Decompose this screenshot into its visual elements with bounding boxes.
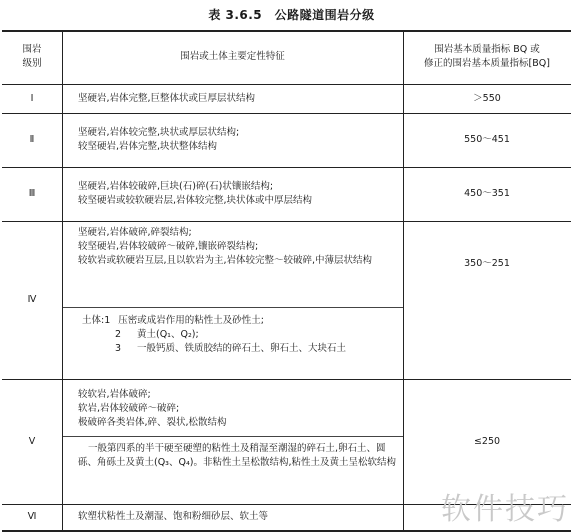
feature-line: 坚硬岩,岩体完整,巨整体状或巨厚层状结构 [78,92,256,104]
soil-item [82,314,396,328]
features-cell [78,226,396,306]
feature-line: 坚硬岩,岩体破碎,碎裂结构; [78,227,192,238]
feature-line: 较坚硬岩,岩体完整,块状整体结构 [78,141,218,152]
soil-item [82,342,396,356]
features-cell [78,167,396,221]
watermark-text: 软件技巧 [441,492,569,527]
row-divider [62,436,403,437]
index-cell: 450～351 [464,188,510,200]
soil-item [82,328,396,342]
rock-classification-table [2,30,571,532]
feature-line: 坚硬岩,岩体较完整,块状或厚层状结构; [78,127,240,139]
row-divider [62,307,403,308]
header-index: 围岩基本质量指标 BQ 或 修正的围岩基本质量指标[BQ] [424,44,550,69]
feature-line: 较软岩或软硬岩互层,且以软岩为主,岩体较完整～较破碎,中薄层状结构 [78,254,373,266]
grade-cell: Ⅰ [30,92,34,104]
grade-cell: Ⅵ [27,511,37,523]
soil-features-cell [82,314,396,376]
features-cell [78,382,396,436]
soil-item-text: 黄土(Q₁、Q₂); [137,328,199,340]
grade-cell: Ⅱ [29,134,35,146]
feature-line: 软岩,岩体较破碎～破碎; [78,403,180,415]
feature-line: 软塑状粘性土及潮湿、饱和粉细砂层、软土等 [78,511,269,523]
index-cell: ＞550 [473,92,501,104]
feature-line: 较软岩,岩体破碎; [78,389,151,401]
grade-cell: Ⅲ [28,188,36,200]
index-cell: 350～251 [464,258,510,270]
feature-line: 较坚硬岩或较软硬岩层,岩体较完整,块状体或中厚层结构 [78,195,313,206]
soil-item-text: 压密或成岩作用的粘性土及砂性土; [118,315,264,326]
table-title: 表 3.6.5 公路隧道围岩分级 [208,8,375,22]
soil-item-text: 一般钙质、铁质胶结的碎石土、卵石土、大块石土 [137,342,347,354]
soil-prefix: 土体:1 [82,315,111,326]
features-cell [78,113,396,167]
header-grade: 围岩 级别 [22,44,42,69]
index-cell: 550～451 [464,134,510,146]
grade-cell: Ⅳ [27,294,37,306]
index-cell: ≤250 [473,435,501,447]
soil-features-cell: 一般第四系的半干硬至硬塑的粘性土及稍湿至潮湿的碎石土,卵石土、圆砾、角砾土及黄土(Q₃、Q₄)。非粘性土呈松散结构,粘性土及黄土呈松软结构 [78,443,397,468]
header-features: 围岩或土体主要定性特征 [180,51,285,63]
features-cell [78,84,396,113]
column-divider [62,30,63,532]
feature-line: 坚硬岩,岩体较破碎,巨块(石)碎(石)状镶嵌结构; [78,181,274,193]
soil-item-number: 2 [115,328,122,340]
feature-line: 极破碎各类岩体,碎、裂状,松散结构 [78,416,227,428]
grade-cell: Ⅴ [28,435,36,447]
features-cell [78,504,396,530]
soil-item-number: 3 [115,342,122,354]
feature-line: 较坚硬岩,岩体较破碎～破碎,镶嵌碎裂结构; [78,240,259,252]
